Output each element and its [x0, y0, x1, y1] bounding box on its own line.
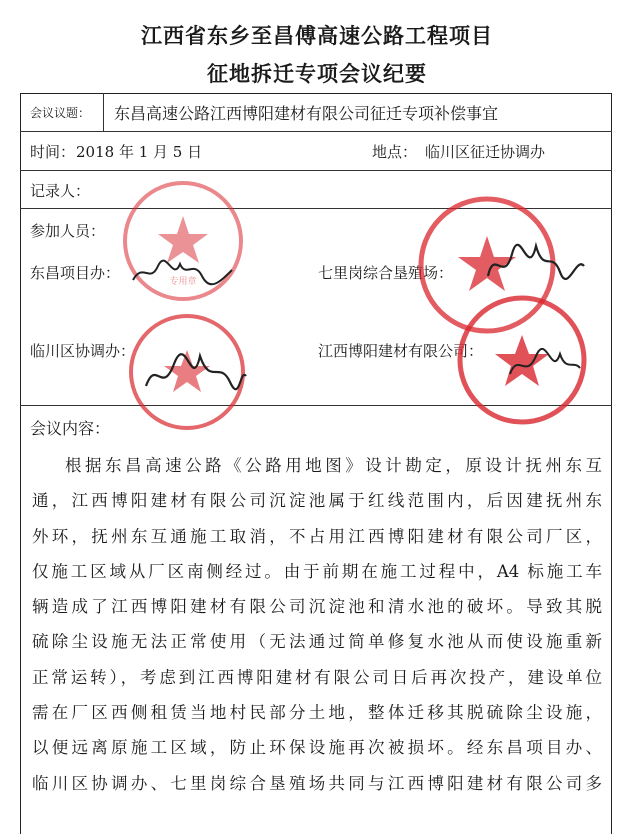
attendee-qiligang-label: 七里岗综合垦殖场：	[318, 264, 454, 282]
content-line: 硫除尘设施无法正常使用（无法通过简单修复水池从而使设施重新	[32, 632, 602, 652]
content-line: 临川区协调办、七里岗综合垦殖场共同与江西博阳建材有限公司多	[32, 773, 602, 793]
content-line: 以便远离原施工区域，防止环保设施再次被损坏。经东昌项目办、	[32, 738, 602, 758]
content-line: 通，江西博阳建材有限公司沉淀池属于红线范围内，后因建抚州东	[32, 491, 602, 511]
place-label: 地点：	[372, 143, 418, 161]
topic-value: 东昌高速公路江西博阳建材有限公司征迁专项补偿事宜	[114, 104, 499, 123]
handwritten-signature	[128, 252, 238, 292]
attendee-linchuan-label: 临川区协调办：	[30, 342, 136, 360]
row-divider	[20, 170, 612, 171]
content-line: 辆造成了江西博阳建材有限公司沉淀池和清水池的破坏。导致其脱	[32, 597, 602, 617]
content-line: 正常运转），考虑到江西博阳建材有限公司日后再次投产，建设单位	[32, 667, 602, 687]
attendee-boyang-label: 江西博阳建材有限公司：	[318, 342, 484, 360]
svg-text:专用章: 专用章	[169, 277, 197, 287]
content-line: 需在厂区西侧租赁当地村民部分土地，整体迁移其脱硫除尘设施，	[32, 703, 602, 723]
row-divider	[20, 131, 612, 132]
handwritten-signature	[504, 338, 584, 388]
content-line: 根据东昌高速公路《公路用地图》设计勘定，原设计抚州东互	[65, 456, 602, 475]
handwritten-signature	[480, 236, 590, 296]
content-line: 仅施工区域从厂区南侧经过。由于前期在施工过程中，A4 标施工车	[32, 561, 602, 581]
attendee-dongchang-label: 东昌项目办：	[30, 264, 121, 282]
handwritten-signature	[140, 336, 250, 406]
meeting-content	[32, 448, 602, 801]
document-subtitle: 征地拆迁专项会议纪要	[207, 61, 427, 86]
topic-label: 会议议题：	[30, 106, 91, 120]
place-value: 临川区征迁协调办	[425, 143, 546, 161]
content-label: 会议内容：	[30, 419, 111, 438]
attendees-label: 参加人员：	[30, 222, 106, 240]
time-value: 2018 年 1 月 5 日	[76, 143, 203, 161]
time-label: 时间：	[30, 143, 76, 161]
column-divider	[103, 93, 104, 131]
recorder-label: 记录人：	[30, 182, 91, 200]
document-title: 江西省东乡至昌傅高速公路工程项目	[141, 23, 493, 48]
content-line: 外环，抚州东互通施工取消，不占用江西博阳建材有限公司厂区，	[32, 526, 602, 546]
